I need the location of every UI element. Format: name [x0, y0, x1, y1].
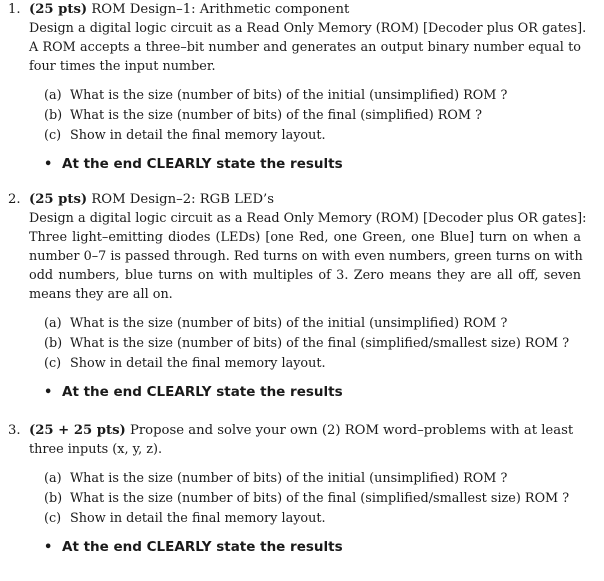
part-label: (c)	[44, 511, 62, 526]
bullet-icon: •	[44, 385, 53, 400]
description-line: four times the input number.	[29, 59, 216, 74]
part-label: (a)	[44, 316, 62, 331]
description-line: number 0–7 is passed through. Red turns on with even numbers, green turns on with	[29, 249, 583, 264]
result-instruction	[44, 383, 598, 402]
part-text: Show in detail the final memory layout.	[70, 356, 326, 371]
problem-description	[29, 19, 587, 76]
bullet-icon: •	[44, 540, 53, 555]
part-text: What is the size (number of bits) of the final (simplified/smallest size) ROM ?	[70, 336, 570, 351]
part-label: (b)	[44, 108, 63, 123]
problem-3	[8, 421, 598, 557]
bullet-icon: •	[44, 157, 53, 172]
question-part-c	[44, 354, 598, 374]
result-text: At the end CLEARLY state the results	[62, 539, 343, 555]
question-part-c	[44, 126, 598, 146]
question-parts	[44, 86, 598, 146]
problem-heading	[8, 0, 598, 19]
problem-2	[8, 190, 598, 402]
part-label: (b)	[44, 491, 63, 506]
part-label: (b)	[44, 336, 63, 351]
problem-1	[8, 0, 598, 174]
question-part-b	[44, 334, 598, 354]
result-instruction	[44, 538, 598, 557]
part-text: What is the size (number of bits) of the initial (unsimplified) ROM ?	[70, 88, 508, 103]
question-parts	[44, 314, 598, 374]
description-line: odd numbers, blue turns on with multiples of 3. Zero means they are all off, seven	[29, 268, 581, 283]
description-line: means they are all on.	[29, 287, 173, 302]
part-label: (c)	[44, 356, 62, 371]
part-text: What is the size (number of bits) of the initial (unsimplified) ROM ?	[70, 471, 508, 486]
question-parts	[44, 469, 598, 529]
description-line: A ROM accepts a three–bit number and generates an output binary number equal to	[29, 40, 581, 55]
part-label: (a)	[44, 88, 62, 103]
problem-title: Propose and solve your own (2) ROM word–problems with at least	[129, 423, 574, 438]
result-text: At the end CLEARLY state the results	[62, 156, 343, 172]
part-text: What is the size (number of bits) of the final (simplified/smallest size) ROM ?	[70, 491, 570, 506]
result-instruction	[44, 155, 598, 174]
problem-points: (25 pts)	[29, 2, 88, 17]
description-line: Design a digital logic circuit as a Read Only Memory (ROM) [Decoder plus OR gates]:	[29, 211, 587, 226]
problem-number: 2.	[8, 192, 21, 207]
question-part-b	[44, 489, 598, 509]
part-text: Show in detail the final memory layout.	[70, 511, 326, 526]
problem-points: (25 pts)	[29, 192, 88, 207]
description-line: Three light–emitting diodes (LEDs) [one Red, one Green, one Blue] turn on when a	[29, 230, 581, 245]
question-part-c	[44, 509, 598, 529]
problem-description	[29, 209, 587, 304]
part-label: (a)	[44, 471, 62, 486]
problem-number: 3.	[8, 423, 21, 438]
problem-title: ROM Design–2: RGB LED’s	[91, 192, 274, 207]
question-part-b	[44, 106, 598, 126]
problem-number: 1.	[8, 2, 21, 17]
question-part-a	[44, 86, 598, 106]
part-text: What is the size (number of bits) of the initial (unsimplified) ROM ?	[70, 316, 508, 331]
question-part-a	[44, 469, 598, 489]
part-text: What is the size (number of bits) of the final (simplified) ROM ?	[70, 108, 482, 123]
problem-points: (25 + 25 pts)	[29, 423, 126, 438]
problem-title: ROM Design–1: Arithmetic component	[91, 2, 350, 17]
description-line: three inputs (x, y, z).	[29, 442, 163, 457]
result-text: At the end CLEARLY state the results	[62, 384, 343, 400]
problem-heading	[8, 190, 598, 209]
problem-description	[29, 440, 581, 459]
description-line: Design a digital logic circuit as a Read Only Memory (ROM) [Decoder plus OR gates].	[29, 21, 587, 36]
question-part-a	[44, 314, 598, 334]
problem-heading	[8, 421, 598, 440]
part-text: Show in detail the final memory layout.	[70, 128, 326, 143]
part-label: (c)	[44, 128, 62, 143]
